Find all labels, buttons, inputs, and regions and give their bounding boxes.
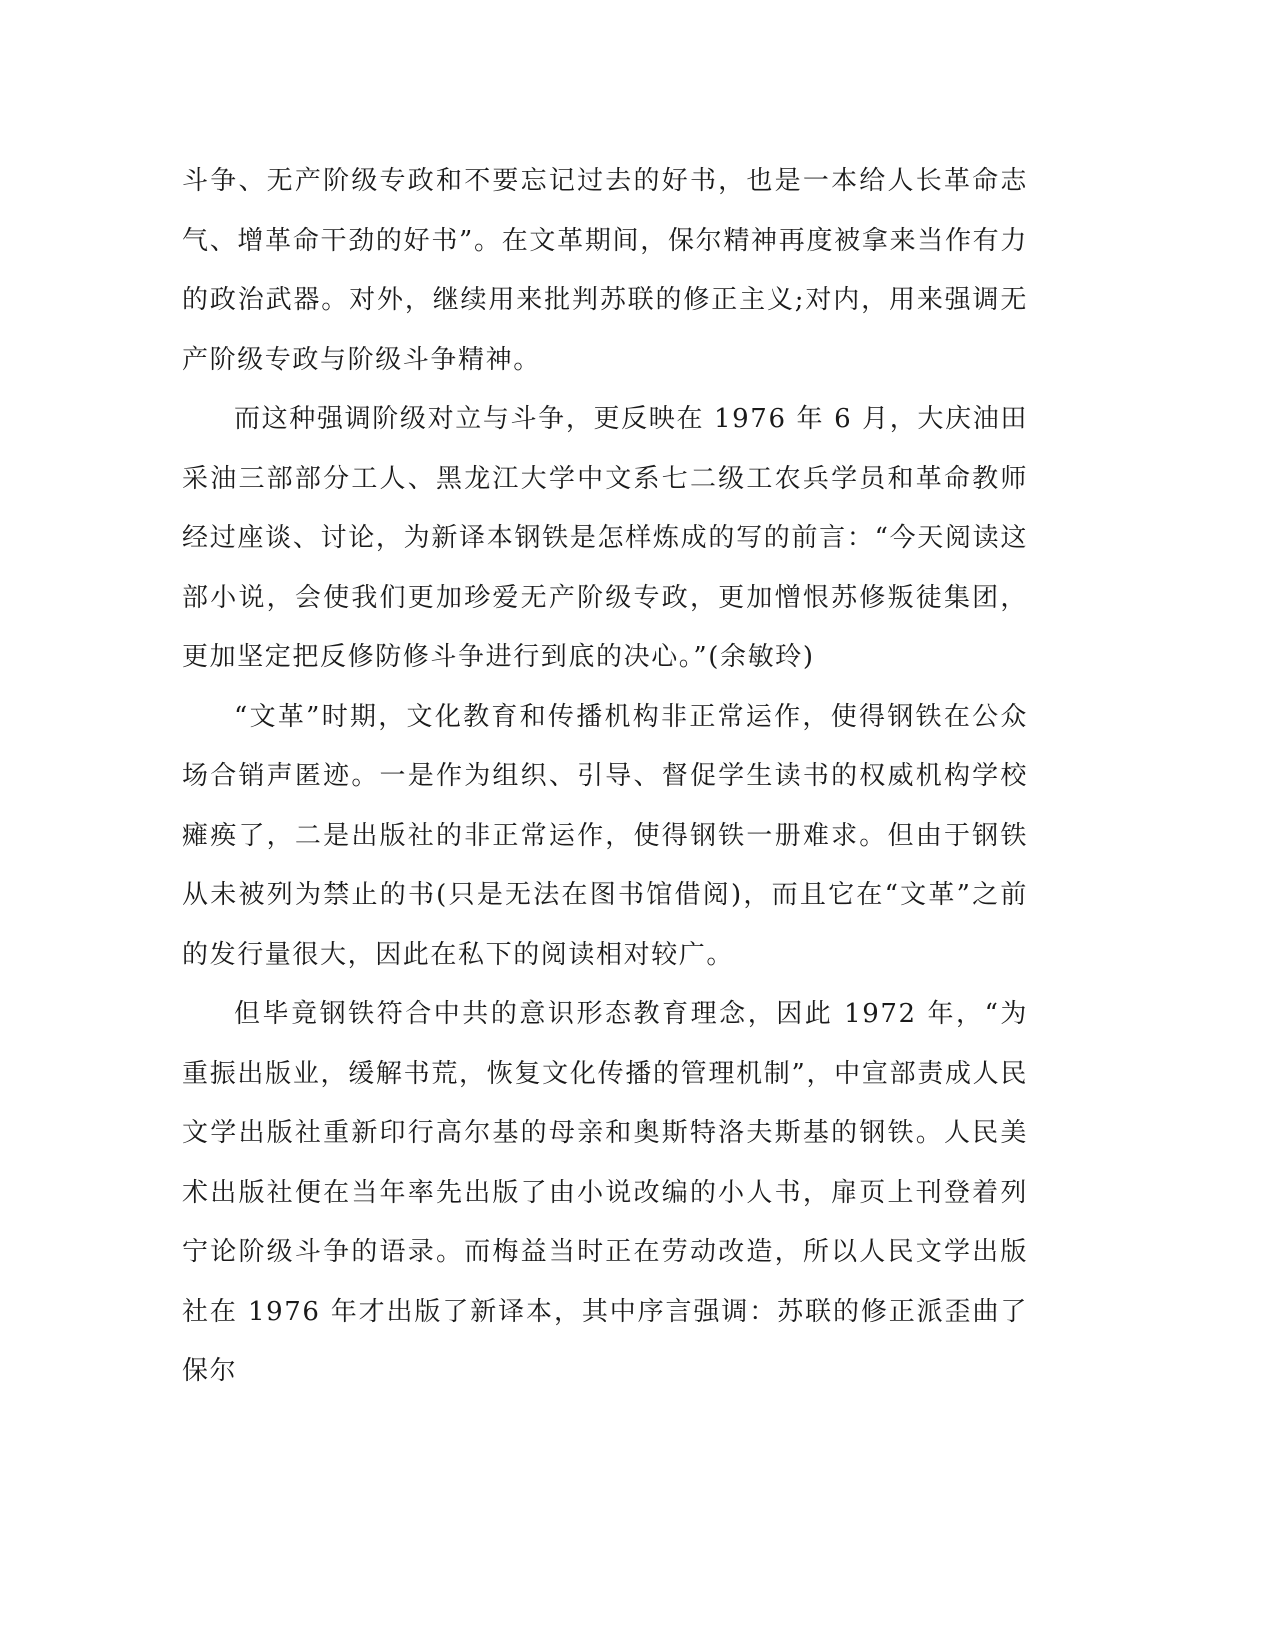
paragraph-4: 但毕竟钢铁符合中共的意识形态教育理念，因此 1972 年，“为重振出版业，缓解书荒，恢复文化传播的管理机制”，中宣部责成人民文学出版社重新印行高尔基的母亲和奥斯特洛夫斯基的钢铁。人民美术出版社便在当年率先出版了由小说改编的小人书，扉页上刊登着列宁论阶级斗争的语录。而梅益当时正在劳动改造，所以人民文学出版社在 1976 年才出版了新译本，其中序言强调：苏联的修正派歪曲了保尔 — [182, 999, 1028, 1386]
paragraph-3: “文革”时期，文化教育和传播机构非正常运作，使得钢铁在公众场合销声匿迹。一是作为组织、引导、督促学生读书的权威机构学校瘫痪了，二是出版社的非正常运作，使得钢铁一册难求。但由于钢铁从未被列为禁止的书(只是无法在图书馆借阅)，而且它在“文革”之前的发行量很大，因此在私下的阅读相对较广。 — [182, 701, 1028, 970]
paragraph-1: 斗争、无产阶级专政和不要忘记过去的好书，也是一本给人长革命志气、增革命干劲的好书”。在文革期间，保尔精神再度被拿来当作有力的政治武器。对外，继续用来批判苏联的修正主义;对内，用来强调无产阶级专政与阶级斗争精神。 — [182, 166, 1028, 375]
paragraph-2: 而这种强调阶级对立与斗争，更反映在 1976 年 6 月，大庆油田采油三部部分工人、黑龙江大学中文系七二级工农兵学员和革命教师经过座谈、讨论，为新译本钢铁是怎样炼成的写的前言：“今天阅读这部小说，会使我们更加珍爱无产阶级专政，更加憎恨苏修叛徒集团，更加坚定把反修防修斗争进行到底的决心。”(余敏玲) — [182, 404, 1028, 672]
document-body — [182, 152, 1028, 1402]
